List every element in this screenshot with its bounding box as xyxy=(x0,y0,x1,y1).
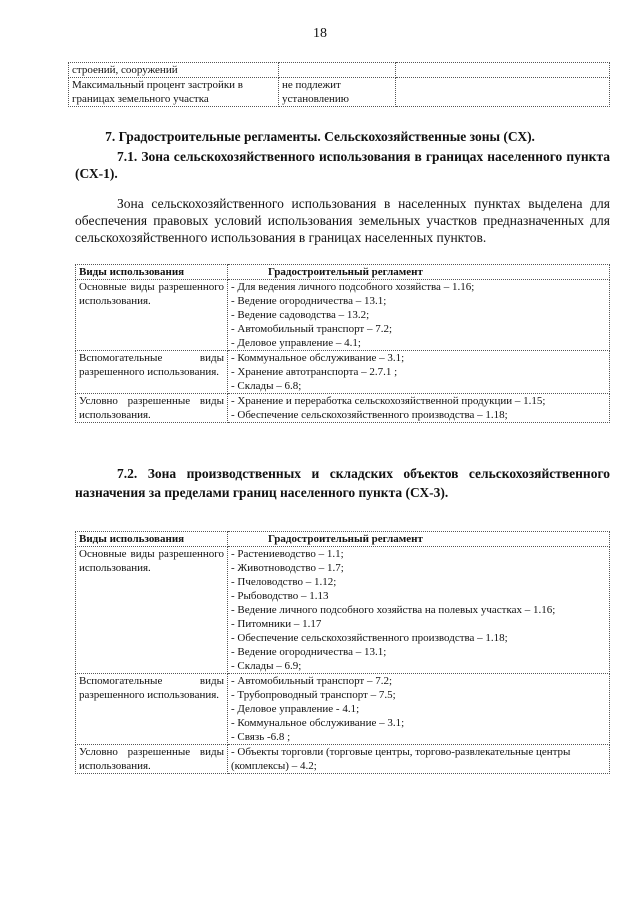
use-type-cell: Вспомогательные виды разрешенного использования. xyxy=(76,674,228,745)
regulation-list xyxy=(231,394,606,422)
list-item: - Рыбоводство – 1.13 xyxy=(231,590,329,602)
list-item: - Ведение личного подсобного хозяйства на полевых участках – 1.16; xyxy=(231,604,556,616)
regulation-cell xyxy=(228,351,610,394)
table-cell: строений, сооружений xyxy=(69,63,279,78)
subsection-heading-7-1: 7.1. Зона сельскохозяйственного использования в границах населенного пункта (СХ-1). xyxy=(75,149,610,181)
regulation-list xyxy=(231,280,606,350)
list-item: - Питомники – 1.17 xyxy=(231,618,322,630)
list-item: - Связь -6.8 ; xyxy=(231,731,291,743)
section-heading: 7. Градостроительные регламенты. Сельскохозяйственные зоны (СХ). xyxy=(105,129,535,144)
list-item: - Трубопроводный транспорт – 7.5; xyxy=(231,689,396,701)
page-number: 18 xyxy=(313,26,327,41)
list-item: - Склады – 6.9; xyxy=(231,660,302,672)
column-header: Виды использования xyxy=(76,532,228,547)
column-header: Градостроительный регламент xyxy=(228,532,610,547)
list-item: - Объекты торговли (торговые центры, торгово-развлекательные центры (комплексы) – 4.2; xyxy=(231,746,571,772)
table-row xyxy=(76,351,610,394)
table-row xyxy=(76,394,610,423)
regulation-cell xyxy=(228,745,610,774)
list-item: - Коммунальное обслуживание – 3.1; xyxy=(231,352,405,364)
regulation-list xyxy=(231,351,606,393)
table-cell xyxy=(279,63,396,78)
regulation-list xyxy=(231,674,606,744)
table-row xyxy=(76,745,610,774)
use-type-cell: Основные виды разрешенного использования. xyxy=(76,547,228,674)
regulation-cell xyxy=(228,280,610,351)
column-header: Градостроительный регламент xyxy=(228,265,610,280)
list-item: - Автомобильный транспорт – 7.2; xyxy=(231,323,393,335)
use-type-cell: Основные виды разрешенного использования. xyxy=(76,280,228,351)
subsection-heading-7-2: 7.2. Зона производственных и складских объектов сельскохозяйственного назначения за пределами границ населенного пункта (СХ-3). xyxy=(75,466,610,500)
table-row xyxy=(76,547,610,674)
list-item: - Хранение автотранспорта – 2.7.1 ; xyxy=(231,366,398,378)
list-item: - Пчеловодство – 1.12; xyxy=(231,576,337,588)
list-item: - Ведение огородничества – 13.1; xyxy=(231,646,387,658)
regulation-list xyxy=(231,547,606,673)
table-row xyxy=(76,280,610,351)
list-item: - Обеспечение сельскохозяйственного производства – 1.18; xyxy=(231,632,508,644)
top-table xyxy=(68,62,610,107)
table-cell: не подлежит установлению xyxy=(279,78,396,107)
table-cell: Максимальный процент застройки в границах земельного участка xyxy=(69,78,279,107)
list-item: - Для ведения личного подсобного хозяйства – 1.16; xyxy=(231,281,475,293)
list-item: - Ведение огородничества – 13.1; xyxy=(231,295,387,307)
list-item: - Деловое управление - 4.1; xyxy=(231,703,360,715)
list-item: - Растениеводство – 1.1; xyxy=(231,548,344,560)
table-cell xyxy=(396,78,610,107)
table-header-row xyxy=(76,265,610,280)
list-item: - Животноводство – 1.7; xyxy=(231,562,344,574)
use-type-cell: Условно разрешенные виды использования. xyxy=(76,745,228,774)
table-row xyxy=(69,63,610,78)
regulation-cell xyxy=(228,394,610,423)
list-item: - Хранение и переработка сельскохозяйственной продукции – 1.15; xyxy=(231,395,546,407)
table-row xyxy=(76,674,610,745)
list-item: - Автомобильный транспорт – 7.2; xyxy=(231,675,393,687)
list-item: - Деловое управление – 4.1; xyxy=(231,337,361,349)
regulation-cell xyxy=(228,547,610,674)
table-row xyxy=(69,78,610,107)
regulation-cell xyxy=(228,674,610,745)
table-header-row xyxy=(76,532,610,547)
table-cell xyxy=(396,63,610,78)
use-type-cell: Вспомогательные виды разрешенного использования. xyxy=(76,351,228,394)
regulation-list xyxy=(231,745,606,773)
use-type-cell: Условно разрешенные виды использования. xyxy=(76,394,228,423)
list-item: - Коммунальное обслуживание – 3.1; xyxy=(231,717,405,729)
list-item: - Обеспечение сельскохозяйственного производства – 1.18; xyxy=(231,409,508,421)
regulations-table-2 xyxy=(75,531,610,774)
list-item: - Склады – 6.8; xyxy=(231,380,302,392)
section-paragraph: Зона сельскохозяйственного использования в населенных пунктах выделена для обеспечения правовых условий использования земельных участков предназначенных для сельскохозяйственного использования в границах населенных пунктов. xyxy=(75,196,610,245)
regulations-table-1 xyxy=(75,264,610,423)
column-header: Виды использования xyxy=(76,265,228,280)
list-item: - Ведение садоводства – 13.2; xyxy=(231,309,370,321)
